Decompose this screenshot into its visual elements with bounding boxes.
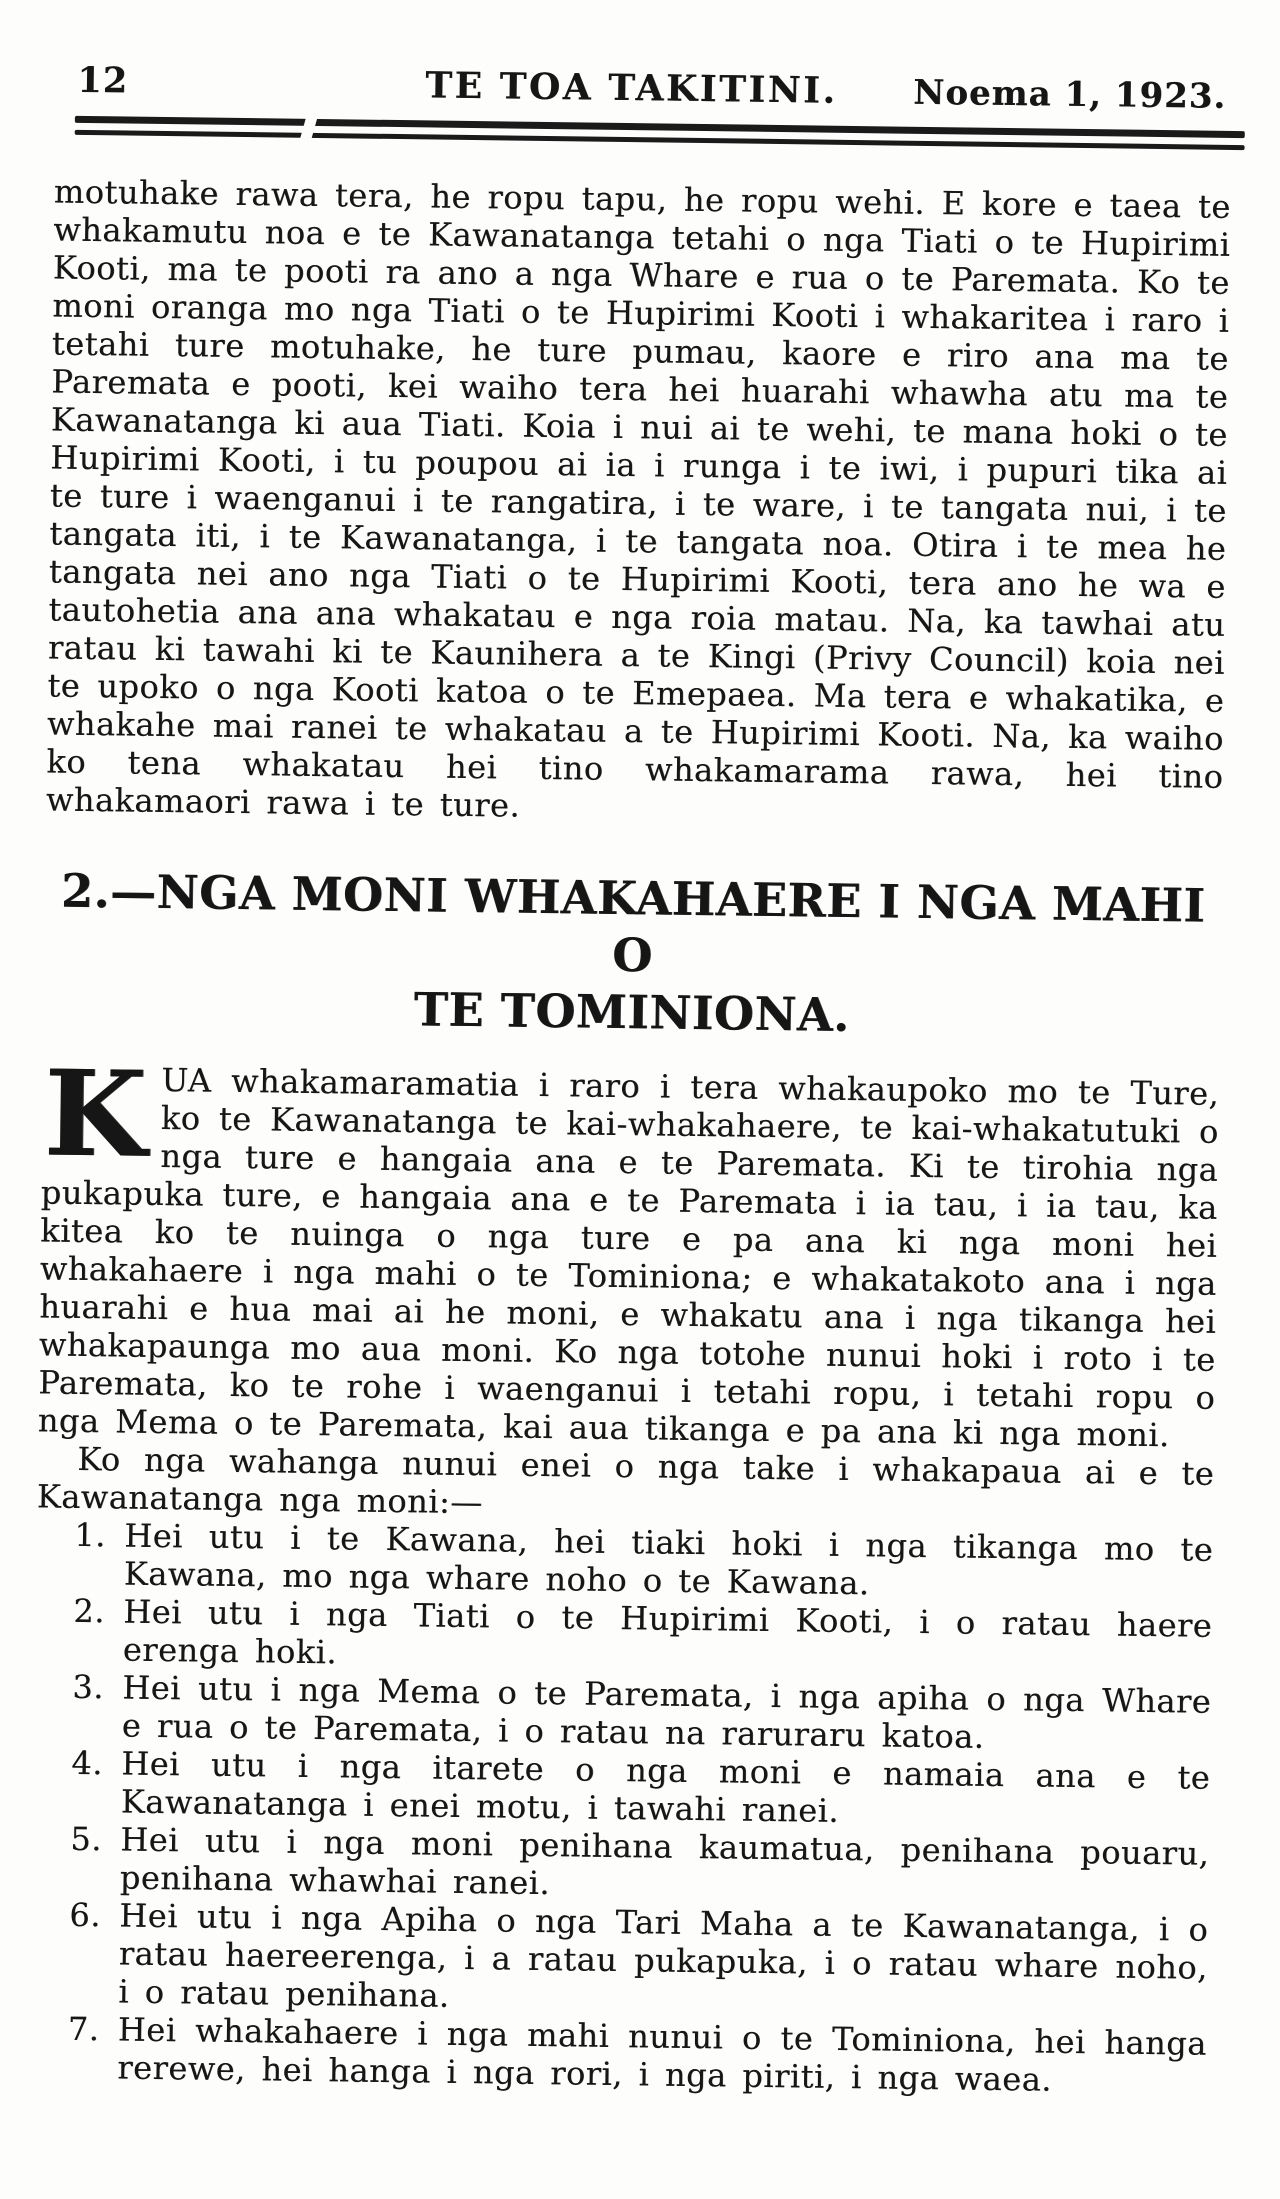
second-paragraph-text: UA whakamaramatia i raro i tera whakaupoko mo te Ture, ko te Kawanatanga te kai-whakahaere, te kai-whakatutuki o nga ture e hangaia ana e te Paremata. Ki te tirohia nga pukapuka ture, e hangaia ana e te Paremata i ia tau, i ia tau, ka kitea ko te nuinga o nga ture e pa ana ki nga moni hei whakahaere i nga mahi o te Tominiona; e whakatakoto ana i nga huarahi e hua mai ai he moni, e whakatu ana i nga tikanga hei whakapaunga mo aua moni. Ko nga totohe nunui hoki i roto i te Paremata, ko te rohe i waenganui i tetahi ropu, i tetahi ropu o nga Mema o te Paremata, kai aua tikanga e pa ana ki nga moni.	[37, 1061, 1220, 1455]
intro-to-list-paragraph: Ko nga wahanga nunui enei o nga take i whakapaua ai e te Kawanatanga nga moni:—	[36, 1439, 1215, 1522]
list-item-text: Hei utu i te Kawana, hei tiaki hoki i nga tikanga mo te Kawana, mo nga whare noho o te Kawana.	[123, 1516, 1214, 1603]
page-header	[55, 60, 1233, 123]
list-item-number: 7.	[67, 2009, 100, 2049]
masthead-title: TE TOA TAKITINI.	[425, 64, 838, 112]
header-double-rule	[75, 116, 1245, 150]
list-item	[68, 1896, 1208, 2025]
article-body	[29, 173, 1231, 2101]
section-heading-line2: TE TOMINIONA.	[413, 982, 851, 1043]
list-item-number: 2.	[73, 1591, 106, 1631]
list-item-number: 5.	[70, 1819, 103, 1859]
spending-list	[29, 1515, 1213, 2100]
section-heading-line1: 2.—NGA MONI WHAKAHAERE I NGA MAHI O	[60, 863, 1206, 983]
list-item-number: 4.	[71, 1743, 104, 1783]
list-item-number: 3.	[72, 1667, 105, 1707]
list-item-text: Hei utu i nga Tiati o te Hupirimi Kooti, i o ratau haere erenga hoki.	[122, 1592, 1213, 1672]
issue-date: Noema 1, 1923.	[913, 72, 1227, 117]
list-item-text: Hei utu i nga moni penihana kaumatua, penihana pouaru, penihana whawhai ranei.	[119, 1820, 1210, 1903]
section-heading	[43, 862, 1222, 1048]
list-item-number: 1.	[74, 1515, 107, 1555]
drop-cap-letter: K	[42, 1043, 148, 1184]
list-item-text: Hei utu i nga Mema o te Paremata, i nga apiha o nga Whare e rua o te Paremata, i o ratau na raruraru katoa.	[121, 1668, 1212, 1756]
list-item-number: 6.	[69, 1895, 102, 1935]
list-item-text: Hei whakahaere i nga mahi nunui o te Tominiona, hei hanga rerewe, hei hanga i nga rori, i nga piriti, i nga waea.	[117, 2010, 1208, 2099]
list-item	[67, 2010, 1207, 2101]
second-paragraph	[37, 1043, 1220, 1455]
list-item-text: Hei utu i nga Apiha o nga Tari Maha a te Kawanatanga, i o ratau haereerenga, i a ratau pukapuka, i o ratau whare noho, i o ratau penihana.	[118, 1896, 1209, 2015]
page-number: 12	[77, 59, 129, 102]
opening-paragraph: motuhake rawa tera, he ropu tapu, he ropu wehi. E kore e taea te whakamutu noa e te Kawanatanga tetahi o nga Tiati o te Hupirimi Kooti, ma te pooti ra ano a nga Whare e rua o te Paremata. Ko te moni oranga mo nga Tiati o te Hupirimi Kooti i whakaritea i raro i tetahi ture motuhake, he ture pumau, kaore e riro ana ma te Paremata e pooti, kei waiho tera hei huarahi whawha atu ma te Kawanatanga ki aua Tiati. Koia i nui ai te wehi, te mana hoki o te Hupirimi Kooti, i tu poupou ai ia i runga i te iwi, i pupuri tika ai te ture i waenganui i te rangatira, i te ware, i te tangata nui, i te tangata iti, i te Kawanatanga, i te tangata noa. Otira i te mea he tangata nei ano nga Tiati o te Hupirimi Kooti, tera ano he wa e tautohetia ana ana whakatau e nga roia matau. Na, ka tawhai atu ratau ki tawahi ki te Kaunihera a te Kingi (Privy Council) koia nei te upoko o nga Kooti katoa o te Emepaea. Ma tera e whakatika, e whakahe mai ranei te whakatau a te Hupirimi Kooti. Na, ka waiho ko tena whakatau hei tino whakamarama rawa, hei tino whakamaori rawa i te ture.	[45, 172, 1232, 825]
list-item-text: Hei utu i nga itarete o nga moni e namaia ana e te Kawanatanga i enei motu, i tawahi ranei.	[120, 1744, 1211, 1830]
